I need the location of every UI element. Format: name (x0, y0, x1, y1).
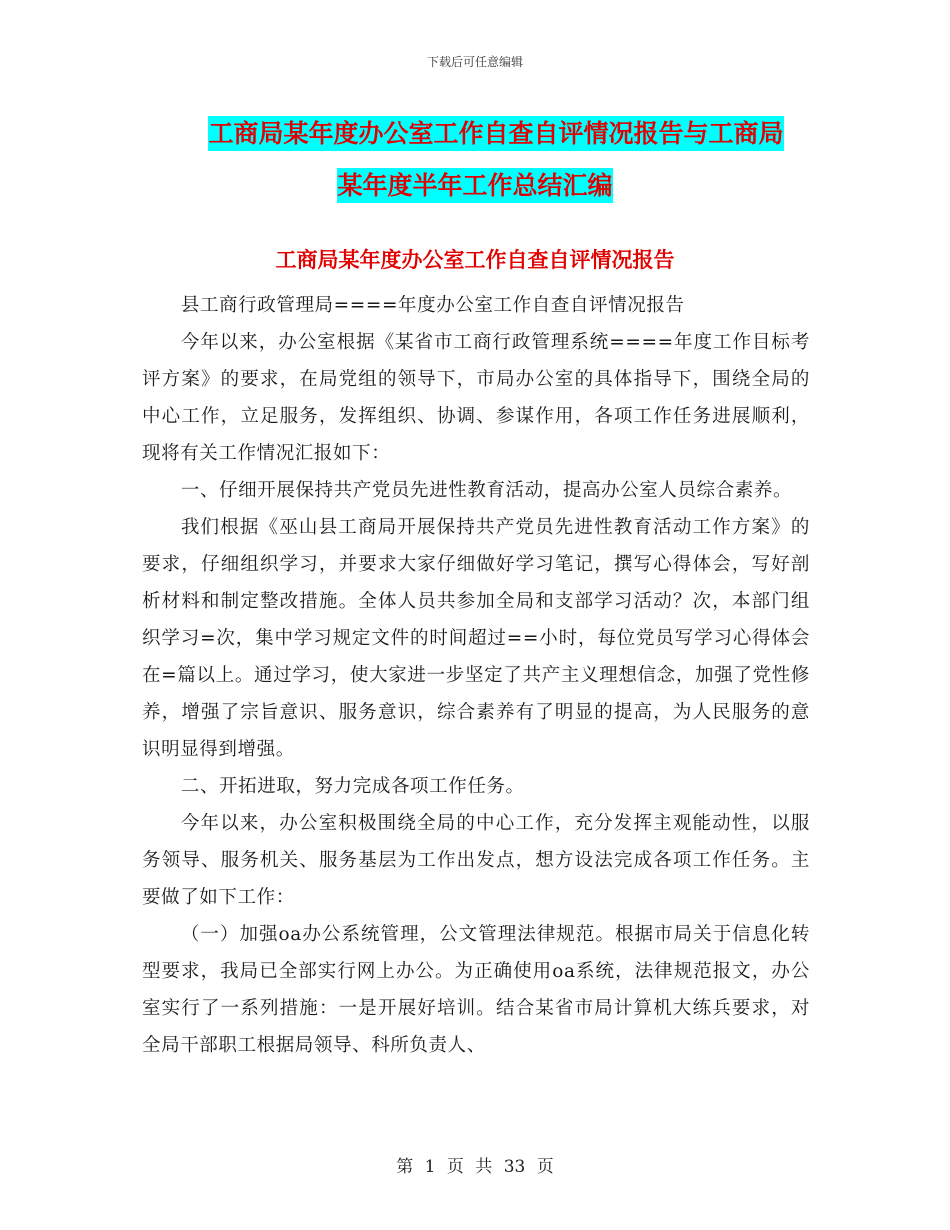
main-title-line-1: 工商局某年度办公室工作自查自评情况报告与工商局 (208, 116, 783, 151)
main-title-line-2: 某年度半年工作总结汇编 (337, 168, 612, 203)
section-title: 工商局某年度办公室工作自查自评情况报告 (275, 247, 675, 272)
header-note: 下载后可任意编辑 (426, 55, 523, 69)
paragraph: （一）加强oa办公系统管理，公文管理法律规范。根据市局关于信息化转型要求，我局已全部实行网上办公。为正确使用oa系统，法律规范报文，办公室实行了一系列措施：一是开展好培训。结合某省市局计算机大练兵要求，对全局干部职工根据局领导、科所负责人、 (142, 924, 810, 1056)
document-body (142, 287, 810, 1064)
paragraph: 一、仔细开展保持共产党员先进性教育活动，提高办公室人员综合素养。 (180, 480, 793, 501)
paragraph: 县工商行政管理局====年度办公室工作自查自评情况报告 (180, 295, 685, 316)
paragraph: 今年以来，办公室积极围绕全局的中心工作，充分发挥主观能动性，以服务领导、服务机关、服务基层为工作出发点，想方设法完成各项工作任务。主要做了如下工作： (142, 813, 810, 908)
paragraph: 二、开拓进取，努力完成各项工作任务。 (180, 776, 525, 797)
document-main-title (0, 108, 950, 212)
paragraph: 我们根据《巫山县工商局开展保持共产党员先进性教育活动工作方案》的要求，仔细组织学习，并要求大家仔细做好学习笔记，撰写心得体会，写好剖析材料和制定整改措施。全体人员共参加全局和支部学习活动？次，本部门组织学习=次，集中学习规定文件的时间超过==小时，每位党员写学习心得体会在=篇以上。通过学习，使大家进一步坚定了共产主义理想信念，加强了党性修养，增强了宗旨意识、服务意识，综合素养有了明显的提高，为人民服务的意识明显得到增强。 (142, 517, 810, 760)
page-footer: 第 1 页 共 33 页 (396, 1157, 554, 1177)
paragraph: 今年以来，办公室根据《某省市工商行政管理系统====年度工作目标考评方案》的要求，在局党组的领导下，市局办公室的具体指导下，围绕全局的中心工作，立足服务，发挥组织、协调、参谋作用，各项工作任务进展顺利，现将有关工作情况汇报如下： (142, 332, 810, 464)
